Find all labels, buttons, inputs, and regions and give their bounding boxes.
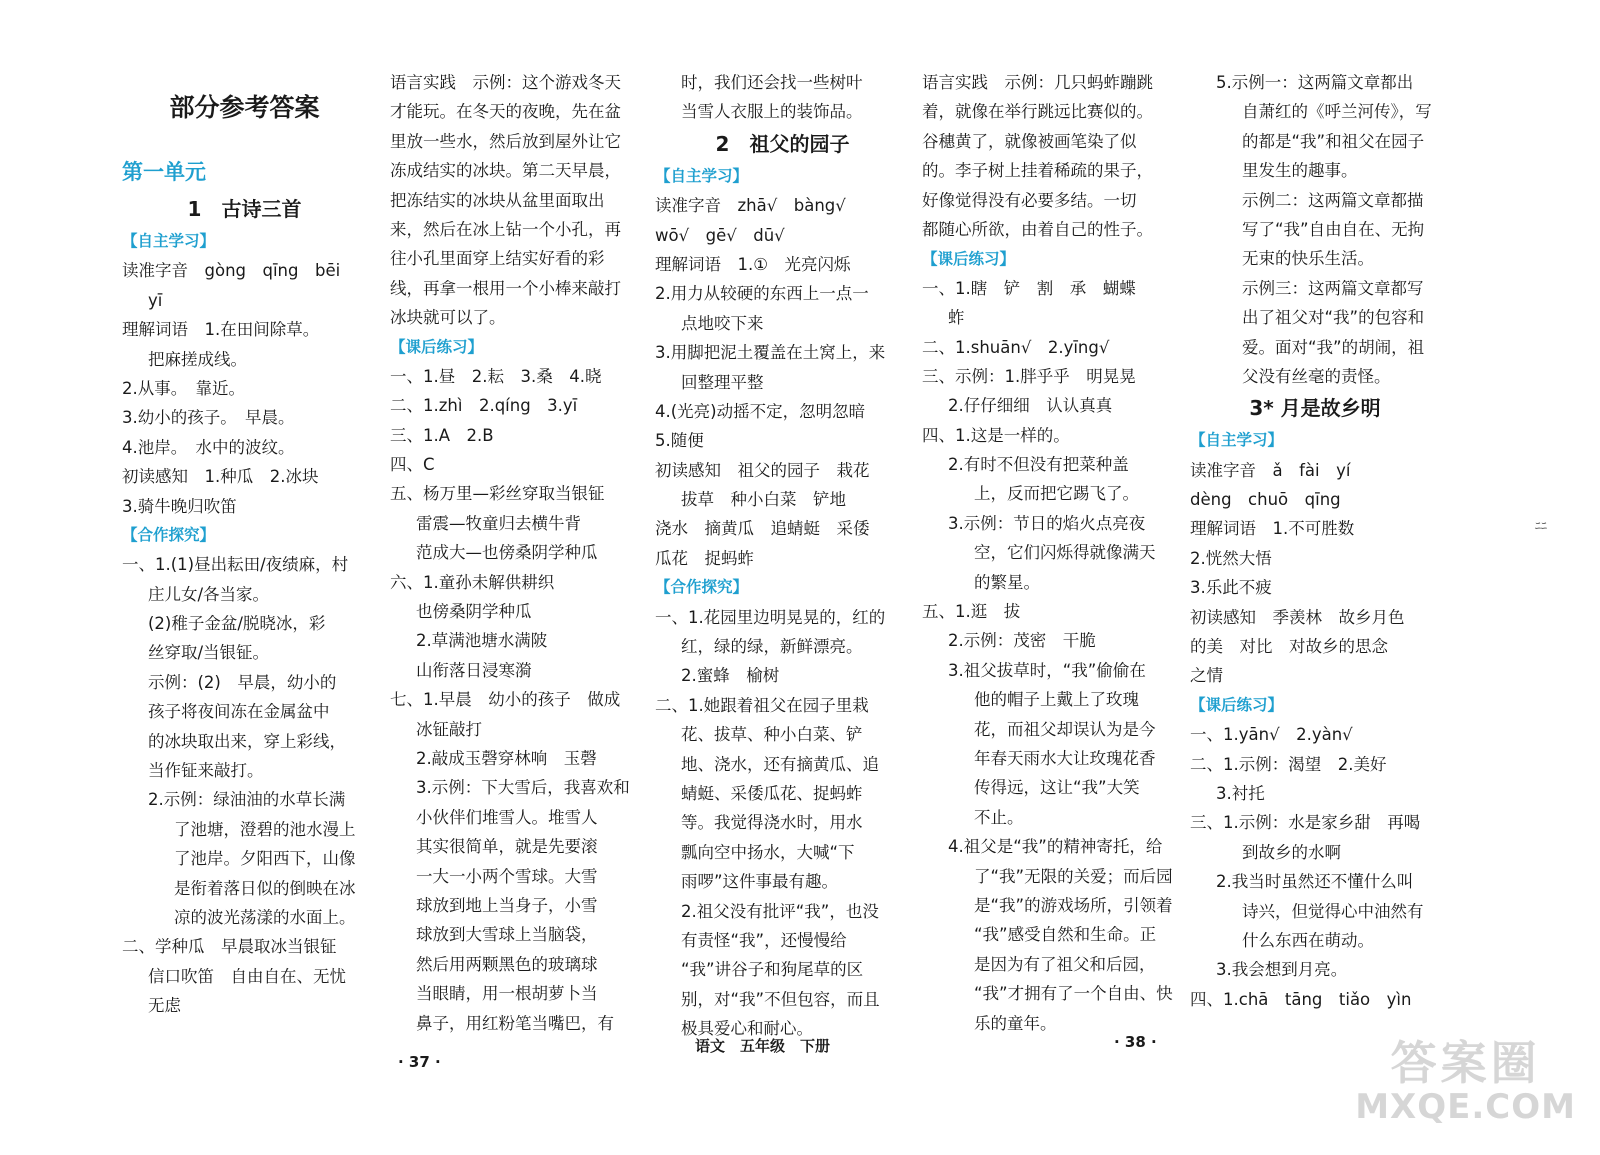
answer-line: 浇水 摘黄瓜 追蜻蜓 采倭 [655,519,870,539]
answer-line: 四、C [390,455,435,475]
answer-line: 无虑 [148,996,181,1016]
answer-line: 雨啰”这件事最有趣。 [681,872,839,892]
column-5 [1190,68,1440,1014]
answer-line: 三、1.示例：水是家乡甜 再喝 [1190,813,1421,833]
book-subject-label: 语文 五年级 下册 [695,1037,831,1055]
answer-line: 2.敲成玉磬穿林响 玉磬 [416,748,597,768]
section-tag-hezuo: 【合作探究】 [655,578,749,597]
answer-line: 2.示例：绿油油的水草长满 [148,790,346,810]
answer-line: 3.骑牛晚归吹笛 [122,496,237,516]
section-tag-kehou: 【课后练习】 [922,249,1016,268]
answer-line: 爱。面对“我”的胡闹，祖 [1242,337,1425,357]
page-number-left: · 37 · [398,1053,441,1071]
answer-line: 他的帽子上戴上了玫瑰 [974,690,1139,710]
answer-line: 的美 对比 对故乡的思念 [1190,637,1388,657]
answer-line: 里发生的趣事。 [1242,161,1358,181]
answer-line: 二、1.shuān√ 2.yīng√ [922,337,1110,357]
answer-line: 4.祖父是“我”的精神寄托，给 [948,837,1163,857]
answer-line: 点地咬下来 [681,313,764,333]
answer-line: 二、学种瓜 早晨取冰当银钲 [122,937,337,957]
answer-line: 的都是“我”和祖父在园子 [1242,131,1425,151]
answer-line: 丝穿取/当银钲。 [148,643,270,663]
answer-line: 父没有丝毫的责怪。 [1242,366,1391,386]
answer-line: 信口吹笛 自由自在、无忧 [148,966,346,986]
answer-line: 2.恍然大悟 [1190,548,1272,568]
answer-line: 5.随便 [655,431,704,451]
answer-line: 无束的快乐生活。 [1242,249,1374,269]
answer-line: 里放一些水，然后放到屋外让它 [390,131,621,151]
answer-line: 才能玩。在冬天的夜晚，先在盆 [390,102,621,122]
answer-line: 四、1.这是一样的。 [922,425,1070,445]
answer-line: 当眼睛，用一根胡萝卜当 [416,984,598,1004]
answer-line: 蜻蜓、采倭瓜花、捉蚂蚱 [681,783,863,803]
answer-line: “我”感受自然和生命。正 [974,925,1157,945]
answer-line: 回整理平整 [681,372,764,392]
answer-line: 3.祖父拔草时，“我”偷偷在 [948,660,1146,680]
column-1 [122,78,367,1021]
answer-line: 读准字音 ǎ fài yí [1190,460,1351,480]
answer-line: 球放到地上当身子，小雪 [416,895,598,915]
answer-line: 3.用脚把泥土覆盖在土窝上，来 [655,343,886,363]
answer-line: “我”才拥有了一个自由、快 [974,984,1173,1004]
answer-line: 3.示例：下大雪后，我喜欢和 [416,778,630,798]
answer-line: 空，它们闪烁得就像满天 [974,543,1156,563]
answer-line: 的冰块取出来，穿上彩线， [148,731,346,751]
answer-line: 理解词语 1.在田间除草。 [122,320,320,340]
answer-line: 把麻搓成线。 [148,349,247,369]
margin-mark: ﾆﾆ [1535,519,1548,533]
answer-line: 瓢向空中扬水，大喊“下 [681,842,855,862]
answer-line: 初读感知 1.种瓜 2.冰块 [122,467,319,487]
answer-line: 4.(光亮)动摇不定，忽明忽暗 [655,401,866,421]
answer-line: 谷穗黄了，就像被画笔染了似 [922,131,1137,151]
answer-line: 二、1.zhì 2.qíng 3.yī [390,396,578,416]
answer-line: 2.我当时虽然还不懂什么叫 [1216,872,1414,892]
answer-line: 初读感知 祖父的园子 栽花 [655,460,870,480]
answer-line: 一、1.瞎 铲 割 承 蝴蝶 [922,278,1136,298]
answer-line: 诗兴，但觉得心中油然有 [1242,901,1424,921]
answer-line: 地、浇水，还有摘黄瓜、追 [681,754,879,774]
answer-line: 是“我”的游戏场所，引领着 [974,895,1173,915]
watermark-url: MXQE.COM [1355,1087,1576,1127]
answer-line: 有责怪“我”，还慢慢给 [681,930,847,950]
answer-line: 了池塘，澄碧的池水漫上 [174,819,356,839]
answer-line: 示例三：这两篇文章都写 [1242,278,1424,298]
answer-line: 球放到大雪球上当脑袋， [416,925,598,945]
answer-line: 都随心所欲，由着自己的性子。 [922,219,1153,239]
answer-line: 当作钲来敲打。 [148,761,264,781]
answer-line: 瓜花 捉蚂蚱 [655,548,754,568]
answer-line: 也傍桑阴学种瓜 [416,602,532,622]
answer-line: 六、1.童孙未解供耕织 [390,572,555,592]
answer-line: 出了祖父对“我”的包容和 [1242,308,1425,328]
answer-line: dèng chuō qīng [1190,490,1341,510]
answer-line: 读准字音 gòng qīng bēi [122,261,341,281]
answer-line: 2.有时不但没有把菜种盖 [948,455,1129,475]
answer-line: 2.仔仔细细 认认真真 [948,396,1113,416]
answer-line: 示例：(2) 早晨，幼小的 [148,672,337,692]
answer-line: 把冻结实的冰块从盆里面取出 [390,190,605,210]
answer-line: 冰块就可以了。 [390,308,506,328]
answer-line: 语言实践 示例：几只蚂蚱蹦跳 [922,73,1153,92]
watermark-logo: 答案圈 [1390,1036,1541,1090]
lesson-2-title: 2 祖父的园子 [715,131,850,156]
answer-line: 一、1.花园里边明晃晃的，红的 [655,607,886,627]
answer-line: 冰钲敲打 [416,719,482,739]
section-tag-kehou: 【课后练习】 [1190,696,1284,714]
answer-line: 的繁星。 [974,572,1040,592]
answer-line: 的。李子树上挂着稀疏的果子， [922,161,1153,181]
column-4 [922,68,1177,1038]
section-tag-zizhu: 【自主学习】 [122,232,216,251]
answer-line: 四、1.chā tāng tiǎo yìn [1190,989,1412,1009]
answer-line: 凉的波光荡漾的水面上。 [174,907,356,927]
lesson-3-title: 3* 月是故乡明 [1249,396,1381,421]
page-title: 部分参考答案 [169,93,320,122]
column-2 [390,68,642,1038]
unit-title: 第一单元 [122,160,206,184]
answer-line: 是因为有了祖父和后园， [974,954,1156,974]
answer-line: 别，对“我”不但包容，而且 [681,989,880,1009]
answer-line: 花，而祖父却误认为是今 [974,719,1156,739]
answer-line: 示例二：这两篇文章都描 [1242,190,1424,210]
column-3 [655,68,910,1044]
answer-line: 了池岸。夕阳西下，山像 [174,849,356,869]
answer-line: 语言实践 示例：这个游戏冬天 [390,73,621,92]
answer-line: 当雪人衣服上的装饰品。 [681,102,863,122]
answer-line: 孩子将夜间冻在金属盆中 [148,702,330,722]
watermark [1355,1027,1576,1127]
answer-line: 3.我会想到月亮。 [1216,960,1348,980]
section-tag-zizhu: 【自主学习】 [1190,431,1284,450]
section-tag-zizhu: 【自主学习】 [655,166,749,185]
answer-line: 一、1.(1)昼出耘田/夜绩麻，村 [122,555,349,575]
answer-line: 来，然后在冰上钻一个小孔，再 [390,219,621,239]
answer-line: 时，我们还会找一些树叶 [681,73,863,92]
answer-line: 蚱 [948,308,965,328]
answer-line: 等。我觉得浇水时，用水 [681,813,863,833]
answer-line: 三、示例：1.胖乎乎 明晃晃 [922,366,1136,386]
answer-line: 读准字音 zhā√ bàng√ [655,196,846,216]
answer-line: 拔草 种小白菜 铲地 [681,490,846,510]
answer-line: wō√ gē√ dū√ [655,225,785,245]
answer-line: 一大一小两个雪球。大雪 [416,866,598,886]
section-tag-kehou: 【课后练习】 [390,337,484,356]
answer-line: 好像觉得没有必要多结。一切 [922,190,1137,210]
answer-line: “我”讲谷子和狗尾草的区 [681,960,864,980]
answer-line: 3.幼小的孩子。 早晨。 [122,408,295,428]
answer-line: 自萧红的《呼兰河传》，写 [1242,102,1432,122]
answer-line: 庄儿女/各当家。 [148,584,270,604]
answer-line: 2.蜜蜂 榆树 [681,666,780,686]
answer-line: 鼻子，用红粉笔当嘴巴，有 [416,1013,614,1033]
answer-line: 3.示例：节日的焰火点亮夜 [948,513,1146,533]
answer-line: 范成大—也傍桑阴学种瓜 [416,543,598,563]
answer-line: 三、1.A 2.B [390,425,494,445]
answer-line: 往小孔里面穿上结实好看的彩 [390,249,605,269]
answer-line: (2)稚子金盆/脱晓冰，彩 [148,614,326,634]
answer-line: 初读感知 季羡林 故乡月色 [1190,607,1405,627]
answer-line: 年春天雨水大让玫瑰花香 [974,748,1156,768]
answer-line: 2.草满池塘水满陂 [416,631,548,651]
answer-line: 花、拔草、种小白菜、铲 [681,725,863,745]
answer-line: 小伙伴们堆雪人。堆雪人 [416,807,598,827]
answer-line: 写了“我”自由自在、无拘 [1242,219,1425,239]
answer-line: 冻成结实的冰块。第二天早晨， [390,161,621,181]
answer-line: 雷震—牧童归去横牛背 [416,513,581,533]
answer-line: 5.示例一：这两篇文章都出 [1216,73,1414,92]
section-tag-hezuo: 【合作探究】 [122,526,216,545]
answer-line: 理解词语 1.不可胜数 [1190,519,1355,539]
answer-line: 2.示例：茂密 干脆 [948,631,1096,651]
answer-line: 五、杨万里—彩丝穿取当银钲 [390,484,605,504]
answer-line: 然后用两颗黑色的玻璃球 [416,954,598,974]
lesson-1-title: 1 古诗三首 [187,197,302,221]
page-number-right: · 38 · [1114,1033,1157,1051]
answer-line: 上，反而把它踢飞了。 [974,484,1139,504]
answer-line: 不止。 [974,807,1024,827]
answer-line: 2.用力从较硬的东西上一点一 [655,284,869,304]
answer-line: 七、1.早晨 幼小的孩子 做成 [390,690,621,710]
answer-line: 二、1.示例：渴望 2.美好 [1190,754,1387,774]
answer-line: 一、1.yān√ 2.yàn√ [1190,725,1353,745]
answer-line: 乐的童年。 [974,1013,1057,1033]
answer-line: 之情 [1190,666,1223,686]
answer-line: 到故乡的水啊 [1242,842,1341,862]
answer-line: 是衔着落日似的倒映在冰 [174,878,356,898]
answer-line: 线，再拿一根用一个小棒来敲打 [390,278,621,298]
answer-line: 极具爱心和耐心。 [681,1019,813,1039]
answer-line: 其实很简单，就是先要滚 [416,837,598,857]
answer-line: 3.衬托 [1216,783,1265,803]
answer-line: yī [148,290,163,310]
answer-line: 五、1.逛 拔 [922,602,1021,622]
answer-line: 传得远，这让“我”大笑 [974,778,1140,798]
answer-line: 理解词语 1.① 光亮闪烁 [655,254,851,274]
answer-line: 什么东西在萌动。 [1242,930,1374,950]
answer-line: 着，就像在举行跳远比赛似的。 [922,102,1153,122]
answer-line: 山衔落日浸寒漪 [416,660,532,680]
answer-line: 3.乐此不疲 [1190,578,1272,598]
answer-line: 红，绿的绿，新鲜漂亮。 [681,637,863,657]
answer-line: 二、1.她跟着祖父在园子里栽 [655,695,869,715]
answer-line: 4.池岸。 水中的波纹。 [122,437,295,457]
answer-line: 2.祖父没有批评“我”，也没 [681,901,879,921]
answer-line: 了“我”无限的关爱；而后园 [974,866,1173,886]
answer-line: 2.从事。 靠近。 [122,378,245,398]
answer-line: 一、1.昼 2.耘 3.桑 4.晓 [390,366,602,386]
